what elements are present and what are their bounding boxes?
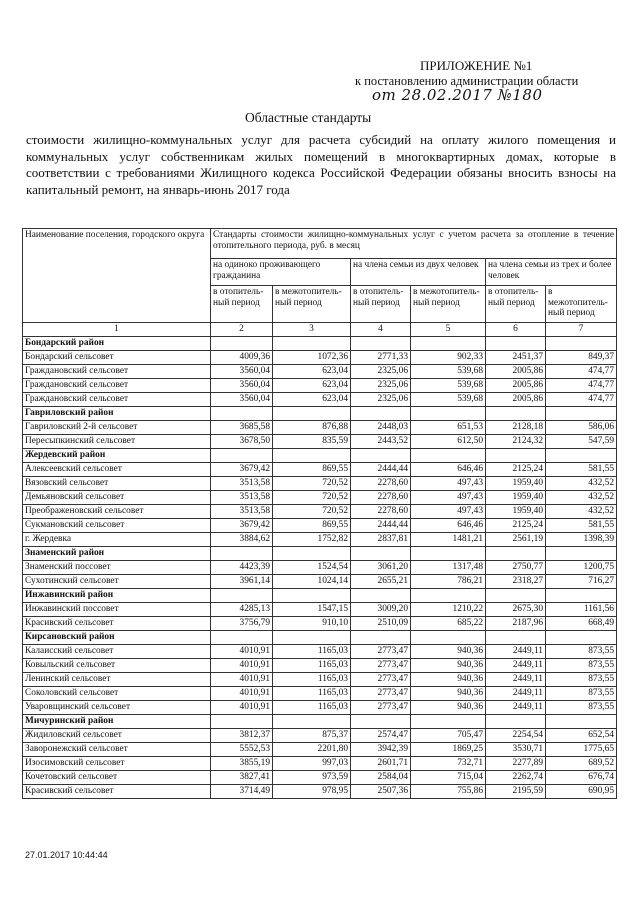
standard-value: 2124,32 xyxy=(486,434,546,448)
standard-value: 539,68 xyxy=(411,364,486,378)
standard-value: 2449,11 xyxy=(486,644,546,658)
settlement-name: Красивский сельсовет xyxy=(23,784,211,798)
settlement-name: Пересыпкинский сельсовет xyxy=(23,434,211,448)
standard-value: 876,88 xyxy=(273,420,351,434)
standard-value: 4010,91 xyxy=(211,644,273,658)
empty-cell xyxy=(411,336,486,350)
standard-value: 2655,21 xyxy=(351,574,411,588)
standard-value: 2449,11 xyxy=(486,672,546,686)
settlement-name: Сукмановский сельсовет xyxy=(23,518,211,532)
table-row xyxy=(23,770,617,784)
column-number: 6 xyxy=(486,323,546,337)
standard-value: 2444,44 xyxy=(351,518,411,532)
standard-value: 3812,37 xyxy=(211,728,273,742)
standard-value: 432,52 xyxy=(546,504,617,518)
standard-value: 2318,27 xyxy=(486,574,546,588)
settlement-name: Инжавинский поссовет xyxy=(23,602,211,616)
standard-value: 835,59 xyxy=(273,434,351,448)
district-row xyxy=(23,406,617,420)
header-single-resident: на одиноко проживающего гражданина xyxy=(211,259,351,286)
standard-value: 2444,44 xyxy=(351,462,411,476)
standard-value: 2773,47 xyxy=(351,700,411,714)
table-row xyxy=(23,672,617,686)
document-subtitle: стоимости жилищно-коммунальных услуг для расчета субсидий на оплату жилого помещения и коммунальных услуг собственникам жилых помещений в многоквартирных домах, которые в соответствии с требованиями Жилищного кодекса Российской Федерации обязаны вносить взносы на капитальный ремонт, на январь-июнь 2017 года xyxy=(26,132,616,197)
standards-table xyxy=(22,228,617,799)
standard-value: 1752,82 xyxy=(273,532,351,546)
empty-cell xyxy=(486,448,546,462)
standard-value: 875,37 xyxy=(273,728,351,742)
standard-value: 2262,74 xyxy=(486,770,546,784)
standard-value: 2771,33 xyxy=(351,350,411,364)
settlement-name: Соколовский сельсовет xyxy=(23,686,211,700)
district-row xyxy=(23,630,617,644)
header-period: в межотопитель-ный период xyxy=(411,286,486,323)
standard-value: 849,37 xyxy=(546,350,617,364)
standard-value: 4010,91 xyxy=(211,672,273,686)
table-row xyxy=(23,378,617,392)
standard-value: 3714,49 xyxy=(211,784,273,798)
standard-value: 497,43 xyxy=(411,476,486,490)
standard-value: 869,55 xyxy=(273,518,351,532)
settlement-name: Ковыльский сельсовет xyxy=(23,658,211,672)
standard-value: 902,33 xyxy=(411,350,486,364)
table-row xyxy=(23,420,617,434)
standard-value: 1072,36 xyxy=(273,350,351,364)
standard-value: 4010,91 xyxy=(211,686,273,700)
standard-value: 1161,56 xyxy=(546,602,617,616)
standard-value: 3009,20 xyxy=(351,602,411,616)
standard-value: 2773,47 xyxy=(351,658,411,672)
standard-value: 2510,09 xyxy=(351,616,411,630)
table-row xyxy=(23,490,617,504)
standard-value: 2325,06 xyxy=(351,364,411,378)
empty-cell xyxy=(351,448,411,462)
standard-value: 1775,65 xyxy=(546,742,617,756)
table-row xyxy=(23,658,617,672)
settlement-name: Гавриловский 2-й сельсовет xyxy=(23,420,211,434)
standard-value: 1547,15 xyxy=(273,602,351,616)
standard-value: 4423,39 xyxy=(211,560,273,574)
standard-value: 474,77 xyxy=(546,378,617,392)
table-row xyxy=(23,686,617,700)
standard-value: 2449,11 xyxy=(486,700,546,714)
settlement-name: Ленинский сельсовет xyxy=(23,672,211,686)
standard-value: 2125,24 xyxy=(486,518,546,532)
table-row xyxy=(23,350,617,364)
table-row xyxy=(23,532,617,546)
header-period: в межотопитель-ный период xyxy=(546,286,617,323)
standard-value: 2773,47 xyxy=(351,644,411,658)
table-row xyxy=(23,644,617,658)
empty-cell xyxy=(411,546,486,560)
settlement-name: Алексеевский сельсовет xyxy=(23,462,211,476)
empty-cell xyxy=(486,714,546,728)
standard-value: 2201,80 xyxy=(273,742,351,756)
empty-cell xyxy=(486,336,546,350)
standard-value: 3679,42 xyxy=(211,462,273,476)
standard-value: 1200,75 xyxy=(546,560,617,574)
standard-value: 869,55 xyxy=(273,462,351,476)
standard-value: 2005,86 xyxy=(486,392,546,406)
standard-value: 910,10 xyxy=(273,616,351,630)
settlement-name: Кочетовский сельсовет xyxy=(23,770,211,784)
column-number: 5 xyxy=(411,323,486,337)
standard-value: 3756,79 xyxy=(211,616,273,630)
empty-cell xyxy=(273,336,351,350)
empty-cell xyxy=(546,546,617,560)
standard-value: 581,55 xyxy=(546,462,617,476)
header-name-column: Наименование поселения, городского округа xyxy=(23,229,211,323)
empty-cell xyxy=(546,406,617,420)
empty-cell xyxy=(411,406,486,420)
standard-value: 3560,04 xyxy=(211,392,273,406)
standard-value: 940,36 xyxy=(411,672,486,686)
standard-value: 2773,47 xyxy=(351,686,411,700)
empty-cell xyxy=(211,546,273,560)
standard-value: 1317,48 xyxy=(411,560,486,574)
standard-value: 2005,86 xyxy=(486,378,546,392)
standard-value: 539,68 xyxy=(411,392,486,406)
standard-value: 2254,54 xyxy=(486,728,546,742)
standard-value: 3942,39 xyxy=(351,742,411,756)
empty-cell xyxy=(273,448,351,462)
empty-cell xyxy=(351,336,411,350)
standard-value: 940,36 xyxy=(411,658,486,672)
standard-value: 1165,03 xyxy=(273,700,351,714)
standard-value: 497,43 xyxy=(411,490,486,504)
print-timestamp: 27.01.2017 10:44:44 xyxy=(25,850,108,860)
standard-value: 715,04 xyxy=(411,770,486,784)
empty-cell xyxy=(211,630,273,644)
standard-value: 1165,03 xyxy=(273,644,351,658)
standard-value: 3961,14 xyxy=(211,574,273,588)
empty-cell xyxy=(546,336,617,350)
standard-value: 3679,42 xyxy=(211,518,273,532)
standard-value: 539,68 xyxy=(411,378,486,392)
standard-value: 2449,11 xyxy=(486,658,546,672)
standard-value: 3560,04 xyxy=(211,364,273,378)
standard-value: 623,04 xyxy=(273,364,351,378)
empty-cell xyxy=(211,714,273,728)
settlement-name: Бондарский сельсовет xyxy=(23,350,211,364)
empty-cell xyxy=(351,546,411,560)
standard-value: 3855,19 xyxy=(211,756,273,770)
standard-value: 873,55 xyxy=(546,658,617,672)
standard-value: 651,53 xyxy=(411,420,486,434)
table-row xyxy=(23,476,617,490)
standard-value: 3678,50 xyxy=(211,434,273,448)
standard-value: 2837,81 xyxy=(351,532,411,546)
empty-cell xyxy=(273,714,351,728)
header-two-person-family: на члена семьи из двух человек xyxy=(351,259,486,286)
settlement-name: Уваровщинский сельсовет xyxy=(23,700,211,714)
table-row xyxy=(23,742,617,756)
standard-value: 676,74 xyxy=(546,770,617,784)
table-row xyxy=(23,700,617,714)
empty-cell xyxy=(273,546,351,560)
standard-value: 3513,58 xyxy=(211,490,273,504)
district-name: Жердевский район xyxy=(23,448,211,462)
standard-value: 3685,58 xyxy=(211,420,273,434)
standard-value: 940,36 xyxy=(411,644,486,658)
standard-value: 2278,60 xyxy=(351,504,411,518)
table-row xyxy=(23,728,617,742)
empty-cell xyxy=(411,714,486,728)
standard-value: 716,27 xyxy=(546,574,617,588)
table-row xyxy=(23,756,617,770)
standard-value: 2278,60 xyxy=(351,476,411,490)
decree-reference: к постановлению администрации области xyxy=(355,74,579,88)
table-row xyxy=(23,392,617,406)
standard-value: 668,49 xyxy=(546,616,617,630)
standard-value: 705,47 xyxy=(411,728,486,742)
standard-value: 1398,39 xyxy=(546,532,617,546)
appendix-label: ПРИЛОЖЕНИЕ №1 xyxy=(420,58,533,73)
empty-cell xyxy=(411,630,486,644)
standard-value: 2675,30 xyxy=(486,602,546,616)
table-row xyxy=(23,560,617,574)
standard-value: 1959,40 xyxy=(486,504,546,518)
standard-value: 2448,03 xyxy=(351,420,411,434)
standard-value: 873,55 xyxy=(546,686,617,700)
standard-value: 652,54 xyxy=(546,728,617,742)
standard-value: 4010,91 xyxy=(211,700,273,714)
empty-cell xyxy=(486,406,546,420)
table-row xyxy=(23,462,617,476)
empty-cell xyxy=(486,588,546,602)
table-row xyxy=(23,616,617,630)
standard-value: 432,52 xyxy=(546,490,617,504)
standard-value: 586,06 xyxy=(546,420,617,434)
document-title: Областные стандарты xyxy=(245,110,372,125)
standard-value: 940,36 xyxy=(411,686,486,700)
standard-value: 3513,58 xyxy=(211,476,273,490)
settlement-name: Граждановский сельсовет xyxy=(23,378,211,392)
standard-value: 873,55 xyxy=(546,700,617,714)
empty-cell xyxy=(211,588,273,602)
empty-cell xyxy=(486,630,546,644)
empty-cell xyxy=(273,588,351,602)
standard-value: 2128,18 xyxy=(486,420,546,434)
header-three-plus-family: на члена семьи из трех и более человек xyxy=(486,259,617,286)
empty-cell xyxy=(273,630,351,644)
district-row xyxy=(23,336,617,350)
empty-cell xyxy=(546,588,617,602)
district-row xyxy=(23,714,617,728)
standard-value: 1165,03 xyxy=(273,658,351,672)
standard-value: 973,59 xyxy=(273,770,351,784)
empty-cell xyxy=(486,546,546,560)
standard-value: 786,21 xyxy=(411,574,486,588)
table-row xyxy=(23,784,617,798)
table-row xyxy=(23,364,617,378)
header-standards-group: Стандарты стоимости жилищно-коммунальных услуг с учетом расчета за отопление в течение отопительного периода, руб. в месяц xyxy=(211,229,617,259)
district-name: Знаменский район xyxy=(23,546,211,560)
standard-value: 720,52 xyxy=(273,504,351,518)
standard-value: 685,22 xyxy=(411,616,486,630)
table-row xyxy=(23,434,617,448)
settlement-name: Жидиловский сельсовет xyxy=(23,728,211,742)
district-name: Гавриловский район xyxy=(23,406,211,420)
empty-cell xyxy=(411,448,486,462)
standard-value: 3827,41 xyxy=(211,770,273,784)
settlement-name: Заворонежский сельсовет xyxy=(23,742,211,756)
settlement-name: Преображеновский сельсовет xyxy=(23,504,211,518)
settlement-name: г. Жердевка xyxy=(23,532,211,546)
standard-value: 3513,58 xyxy=(211,504,273,518)
standard-value: 1959,40 xyxy=(486,490,546,504)
table-row xyxy=(23,504,617,518)
empty-cell xyxy=(211,406,273,420)
settlement-name: Граждановский сельсовет xyxy=(23,364,211,378)
settlement-name: Граждановский сельсовет xyxy=(23,392,211,406)
standard-value: 689,52 xyxy=(546,756,617,770)
column-number: 2 xyxy=(211,323,273,337)
settlement-name: Знаменский поссовет xyxy=(23,560,211,574)
standard-value: 4009,36 xyxy=(211,350,273,364)
district-name: Бондарский район xyxy=(23,336,211,350)
header-period: в отопитель-ный период xyxy=(486,286,546,323)
standard-value: 940,36 xyxy=(411,700,486,714)
district-row xyxy=(23,546,617,560)
settlement-name: Вязовский сельсовет xyxy=(23,476,211,490)
standard-value: 2125,24 xyxy=(486,462,546,476)
district-row xyxy=(23,588,617,602)
standard-value: 997,03 xyxy=(273,756,351,770)
standard-value: 2601,71 xyxy=(351,756,411,770)
standard-value: 646,46 xyxy=(411,518,486,532)
standard-value: 2187,96 xyxy=(486,616,546,630)
district-name: Инжавинский район xyxy=(23,588,211,602)
standard-value: 2005,86 xyxy=(486,364,546,378)
standard-value: 547,59 xyxy=(546,434,617,448)
district-row xyxy=(23,448,617,462)
standard-value: 623,04 xyxy=(273,378,351,392)
standard-value: 873,55 xyxy=(546,672,617,686)
table-row xyxy=(23,518,617,532)
standard-value: 1165,03 xyxy=(273,686,351,700)
column-number: 3 xyxy=(273,323,351,337)
standard-value: 2451,37 xyxy=(486,350,546,364)
standard-value: 4010,91 xyxy=(211,658,273,672)
empty-cell xyxy=(351,714,411,728)
standard-value: 432,52 xyxy=(546,476,617,490)
standard-value: 720,52 xyxy=(273,476,351,490)
standard-value: 581,55 xyxy=(546,518,617,532)
column-number: 1 xyxy=(23,323,211,337)
district-name: Кирсановский район xyxy=(23,630,211,644)
settlement-name: Изосимовский сельсовет xyxy=(23,756,211,770)
standard-value: 474,77 xyxy=(546,364,617,378)
empty-cell xyxy=(351,588,411,602)
standard-value: 873,55 xyxy=(546,644,617,658)
header-period: в отопитель-ный период xyxy=(211,286,273,323)
standard-value: 3560,04 xyxy=(211,378,273,392)
empty-cell xyxy=(351,630,411,644)
standard-value: 612,50 xyxy=(411,434,486,448)
standard-value: 755,86 xyxy=(411,784,486,798)
header-period: в отопитель-ный период xyxy=(351,286,411,323)
standard-value: 2561,19 xyxy=(486,532,546,546)
empty-cell xyxy=(211,448,273,462)
empty-cell xyxy=(351,406,411,420)
standard-value: 2449,11 xyxy=(486,686,546,700)
standard-value: 1165,03 xyxy=(273,672,351,686)
standard-value: 646,46 xyxy=(411,462,486,476)
standard-value: 732,71 xyxy=(411,756,486,770)
standard-value: 3884,62 xyxy=(211,532,273,546)
table-row xyxy=(23,602,617,616)
empty-cell xyxy=(411,588,486,602)
settlement-name: Демьяновский сельсовет xyxy=(23,490,211,504)
empty-cell xyxy=(546,714,617,728)
standard-value: 2278,60 xyxy=(351,490,411,504)
standard-value: 2325,06 xyxy=(351,392,411,406)
standard-value: 2574,47 xyxy=(351,728,411,742)
column-number: 7 xyxy=(546,323,617,337)
standard-value: 2325,06 xyxy=(351,378,411,392)
standard-value: 1959,40 xyxy=(486,476,546,490)
empty-cell xyxy=(273,406,351,420)
settlement-name: Красивский сельсовет xyxy=(23,616,211,630)
standard-value: 474,77 xyxy=(546,392,617,406)
empty-cell xyxy=(546,630,617,644)
settlement-name: Калаисский сельсовет xyxy=(23,644,211,658)
column-number: 4 xyxy=(351,323,411,337)
standard-value: 690,95 xyxy=(546,784,617,798)
settlement-name: Сухотинский сельсовет xyxy=(23,574,211,588)
header-period: в межотопитель-ный период xyxy=(273,286,351,323)
standard-value: 3530,71 xyxy=(486,742,546,756)
handwritten-date-number: от 28.02.2017 №180 xyxy=(372,86,543,104)
standard-value: 720,52 xyxy=(273,490,351,504)
standard-value: 5552,53 xyxy=(211,742,273,756)
standard-value: 2277,89 xyxy=(486,756,546,770)
empty-cell xyxy=(546,448,617,462)
standard-value: 2443,52 xyxy=(351,434,411,448)
standard-value: 1210,22 xyxy=(411,602,486,616)
standard-value: 1869,25 xyxy=(411,742,486,756)
table-row xyxy=(23,574,617,588)
standard-value: 978,95 xyxy=(273,784,351,798)
standard-value: 3061,20 xyxy=(351,560,411,574)
standard-value: 497,43 xyxy=(411,504,486,518)
standard-value: 4285,13 xyxy=(211,602,273,616)
empty-cell xyxy=(211,336,273,350)
standard-value: 2584,04 xyxy=(351,770,411,784)
standard-value: 2507,36 xyxy=(351,784,411,798)
standard-value: 623,04 xyxy=(273,392,351,406)
standard-value: 1024,14 xyxy=(273,574,351,588)
standard-value: 2750,77 xyxy=(486,560,546,574)
standard-value: 1481,21 xyxy=(411,532,486,546)
standard-value: 1524,54 xyxy=(273,560,351,574)
standard-value: 2773,47 xyxy=(351,672,411,686)
standard-value: 2195,59 xyxy=(486,784,546,798)
district-name: Мичуринский район xyxy=(23,714,211,728)
